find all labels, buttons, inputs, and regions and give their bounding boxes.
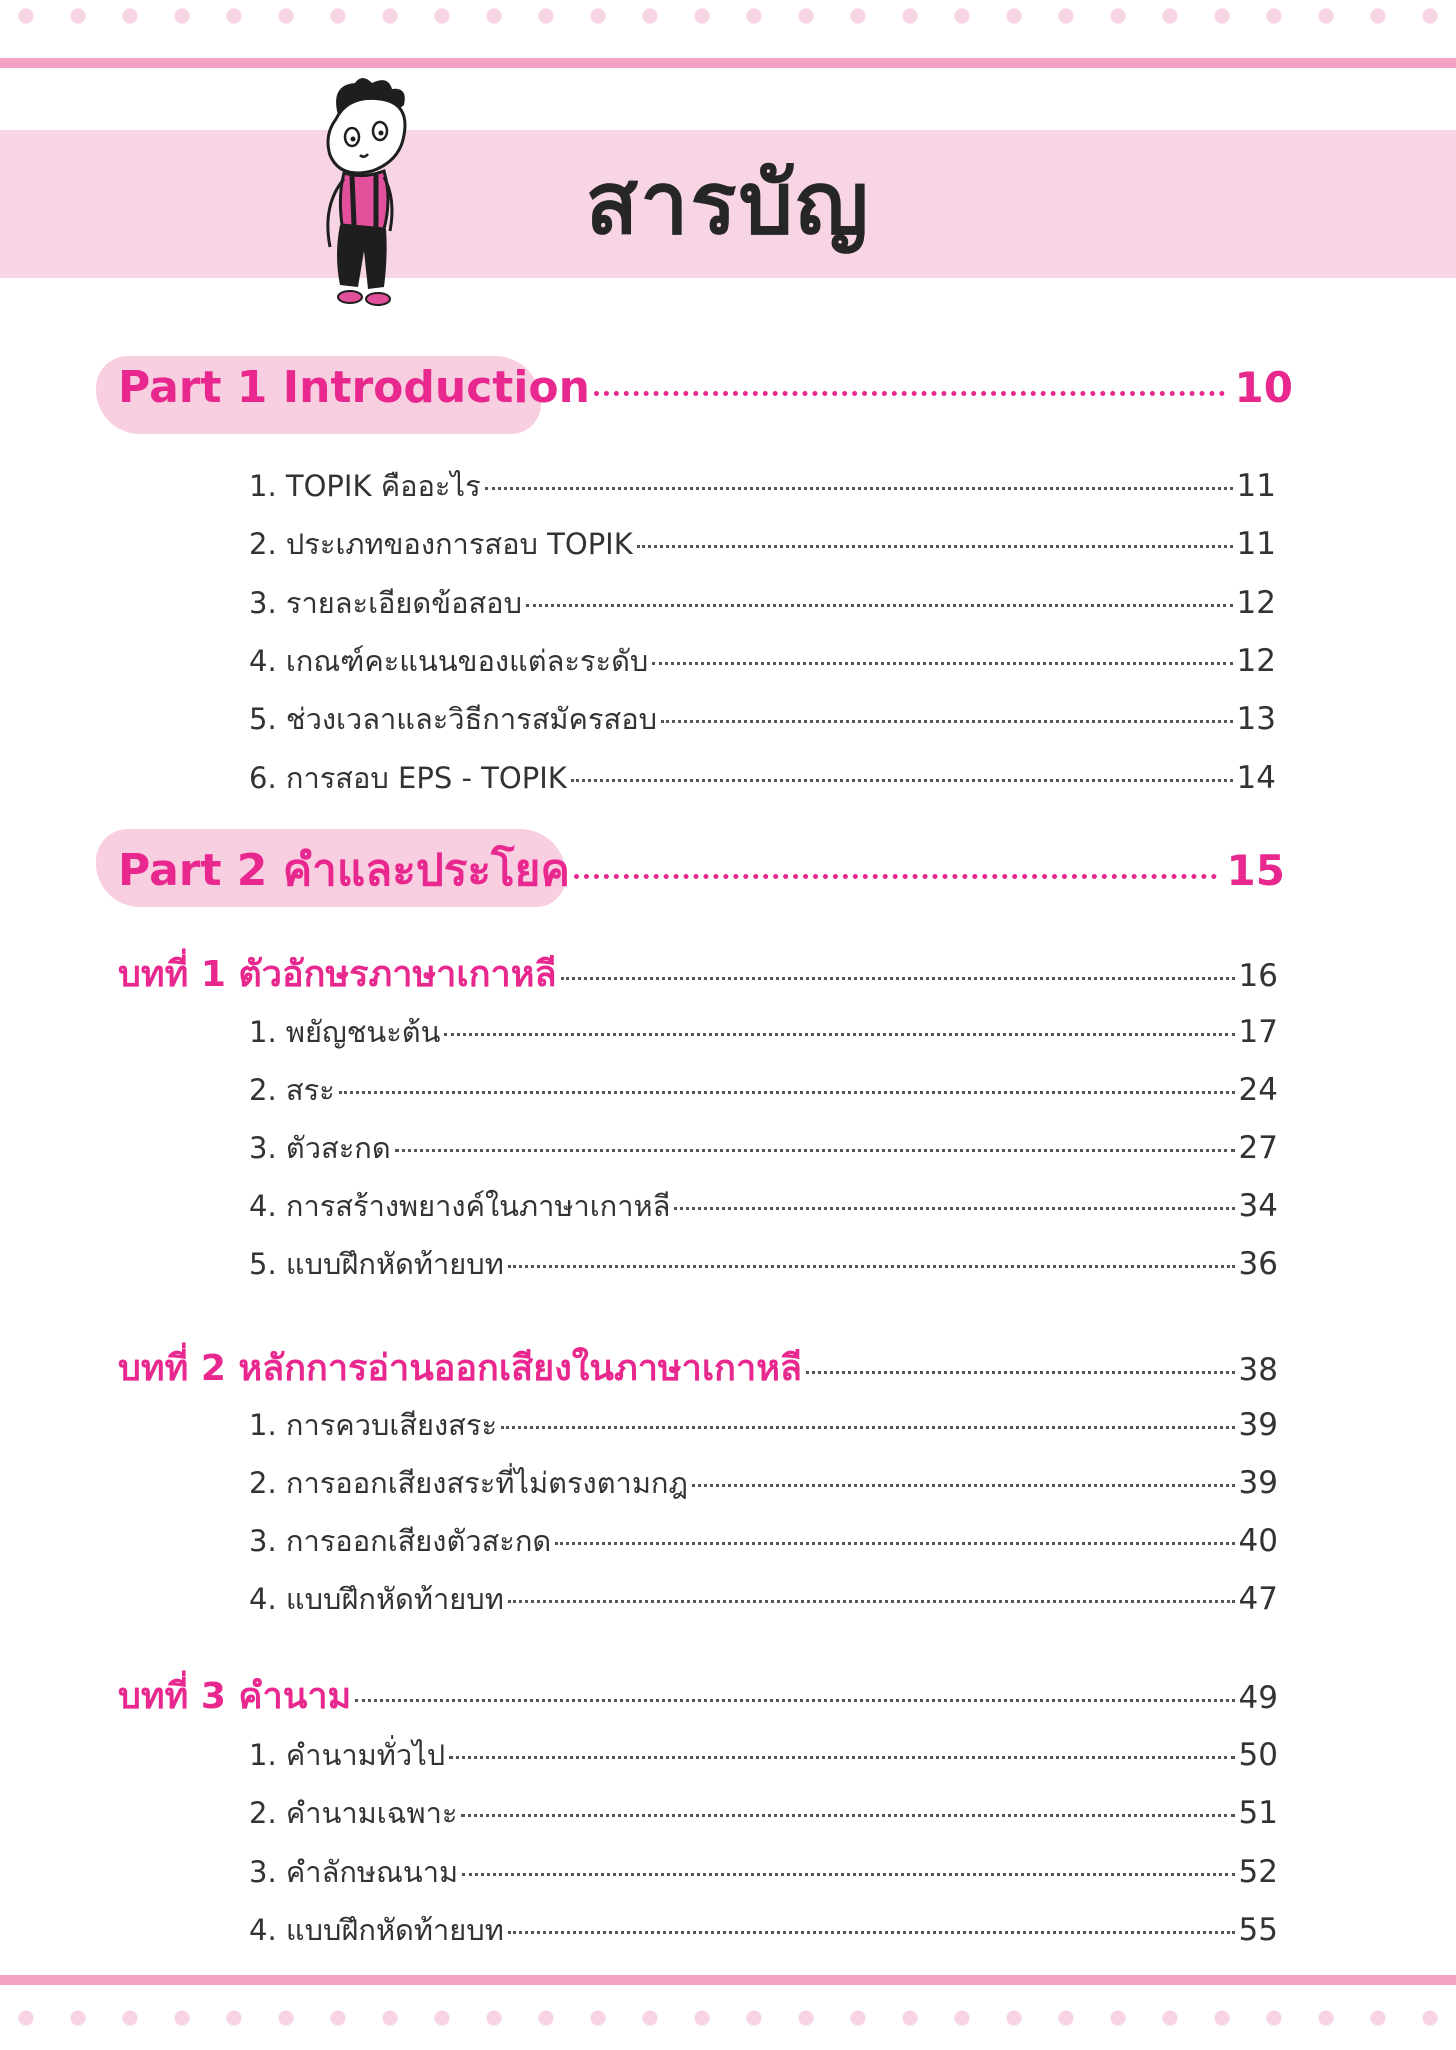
toc-item-row[interactable] [249, 1241, 1278, 1287]
dot-leader [526, 604, 1233, 607]
dot-leader [355, 1699, 1234, 1702]
toc-item-row[interactable] [249, 1183, 1278, 1229]
dot-leader [395, 1149, 1235, 1152]
toc-item-label: 2. ประเภทของการสอบ TOPIK [249, 527, 633, 561]
toc-item-label: 3. ตัวสะกด [249, 1131, 391, 1165]
toc-item-page: 51 [1238, 1795, 1278, 1831]
dot-leader [555, 1542, 1234, 1545]
toc-item-page: 50 [1238, 1737, 1278, 1773]
dot-leader [461, 1814, 1234, 1817]
toc-item-label: 3. การออกเสียงตัวสะกด [249, 1524, 552, 1558]
toc-item-row[interactable] [249, 521, 1276, 567]
toc-item-row[interactable] [249, 1009, 1278, 1055]
toc-item-row[interactable] [249, 638, 1276, 684]
toc-item-page: 13 [1236, 701, 1276, 737]
toc-item-row[interactable] [249, 1576, 1278, 1622]
toc-item-row[interactable] [249, 1907, 1278, 1953]
toc-item-label: 1. TOPIK คืออะไร [249, 469, 481, 503]
toc-item-label: 2. การออกเสียงสระที่ไม่ตรงตามกฎ [249, 1466, 688, 1500]
toc-item-label: 6. การสอบ EPS - TOPIK [249, 761, 567, 795]
toc-item-page: 40 [1238, 1523, 1278, 1559]
toc-item-label: 1. พยัญชนะต้น [249, 1015, 441, 1049]
toc-chapter-label: บทที่ 1 ตัวอักษรภาษาเกาหลี [118, 954, 557, 995]
toc-chapter-row[interactable] [118, 1667, 1278, 1724]
toc-item-label: 4. เกณฑ์คะแนนของแต่ละระดับ [249, 644, 649, 678]
toc-part-row[interactable] [118, 362, 1293, 426]
dot-leader [508, 1600, 1235, 1603]
dot-leader [462, 1873, 1234, 1876]
toc-item-row[interactable] [249, 1067, 1278, 1113]
toc-item-row[interactable] [249, 1460, 1278, 1506]
toc-item-label: 4. แบบฝึกหัดท้ายบท [249, 1913, 504, 1947]
toc-item-page: 55 [1238, 1912, 1278, 1948]
dot-leader [571, 779, 1233, 782]
toc-item-label: 2. คำนามเฉพาะ [249, 1796, 458, 1830]
toc-item-page: 36 [1238, 1246, 1278, 1282]
dot-leader [674, 1207, 1234, 1210]
toc-item-page: 52 [1238, 1854, 1278, 1890]
toc-item-page: 17 [1238, 1014, 1278, 1050]
dot-leader [661, 720, 1233, 723]
toc-item-label: 4. แบบฝึกหัดท้ายบท [249, 1582, 504, 1616]
toc-item-label: 5. ช่วงเวลาและวิธีการสมัครสอบ [249, 702, 658, 736]
dot-leader [574, 874, 1217, 879]
toc-item-label: 5. แบบฝึกหัดท้ายบท [249, 1247, 504, 1281]
dot-leader [444, 1033, 1234, 1036]
dot-leader [339, 1091, 1235, 1094]
toc-part-row[interactable] [118, 835, 1285, 899]
toc-part-page: 10 [1234, 363, 1293, 412]
toc-part-label: Part 1 Introduction [118, 362, 590, 413]
cartoon-boy-illustration-icon [300, 75, 450, 315]
toc-chapter-page: 16 [1238, 958, 1278, 994]
dot-leader [508, 1931, 1235, 1934]
toc-item-row[interactable] [249, 696, 1276, 742]
toc-part-page: 15 [1226, 846, 1285, 895]
toc-chapter-label: บทที่ 3 คำนาม [118, 1676, 352, 1717]
dot-leader [637, 545, 1233, 548]
top-pink-rule [0, 58, 1456, 68]
toc-item-label: 4. การสร้างพยางค์ในภาษาเกาหลี [249, 1189, 671, 1223]
toc-item-page: 11 [1236, 526, 1276, 562]
toc-item-row[interactable] [249, 1402, 1278, 1448]
toc-item-page: 11 [1236, 468, 1276, 504]
toc-item-page: 27 [1238, 1130, 1278, 1166]
toc-item-row[interactable] [249, 463, 1276, 509]
toc-item-row[interactable] [249, 1790, 1278, 1836]
dot-leader [692, 1484, 1235, 1487]
toc-item-page: 47 [1238, 1581, 1278, 1617]
toc-item-page: 24 [1238, 1072, 1278, 1108]
bottom-pink-rule [0, 1975, 1456, 1985]
toc-item-row[interactable] [249, 755, 1276, 801]
dot-leader [449, 1756, 1234, 1759]
toc-item-page: 39 [1238, 1407, 1278, 1443]
dot-leader [806, 1371, 1235, 1374]
toc-item-page: 14 [1236, 760, 1276, 796]
toc-item-label: 1. การควบเสียงสระ [249, 1408, 498, 1442]
page-title: สารบัญ [585, 154, 871, 254]
dot-leader [652, 662, 1232, 665]
toc-part-label: Part 2 คำและประโยค [118, 845, 570, 896]
toc-item-label: 1. คำนามทั่วไป [249, 1738, 446, 1772]
toc-item-row[interactable] [249, 1732, 1278, 1778]
toc-item-page: 39 [1238, 1465, 1278, 1501]
toc-chapter-row[interactable] [118, 945, 1278, 1002]
toc-item-label: 3. รายละเอียดข้อสอบ [249, 586, 523, 620]
toc-item-row[interactable] [249, 580, 1276, 626]
toc-item-page: 34 [1238, 1188, 1278, 1224]
toc-item-row[interactable] [249, 1849, 1278, 1895]
dot-leader [485, 487, 1233, 490]
toc-item-page: 12 [1236, 643, 1276, 679]
dot-leader [508, 1265, 1235, 1268]
toc-item-label: 2. สระ [249, 1073, 335, 1107]
top-dot-border [0, 0, 1456, 58]
toc-item-row[interactable] [249, 1125, 1278, 1171]
toc-chapter-page: 49 [1238, 1680, 1278, 1716]
dot-leader [501, 1426, 1235, 1429]
toc-chapter-page: 38 [1238, 1352, 1278, 1388]
dot-leader [561, 977, 1235, 980]
toc-item-page: 12 [1236, 585, 1276, 621]
toc-item-row[interactable] [249, 1518, 1278, 1564]
dot-leader [594, 391, 1225, 396]
toc-chapter-label: บทที่ 2 หลักการอ่านออกเสียงในภาษาเกาหลี [118, 1348, 802, 1389]
toc-item-label: 3. คำลักษณนาม [249, 1855, 459, 1889]
toc-chapter-row[interactable] [118, 1339, 1278, 1396]
bottom-dot-border [0, 1992, 1456, 2050]
